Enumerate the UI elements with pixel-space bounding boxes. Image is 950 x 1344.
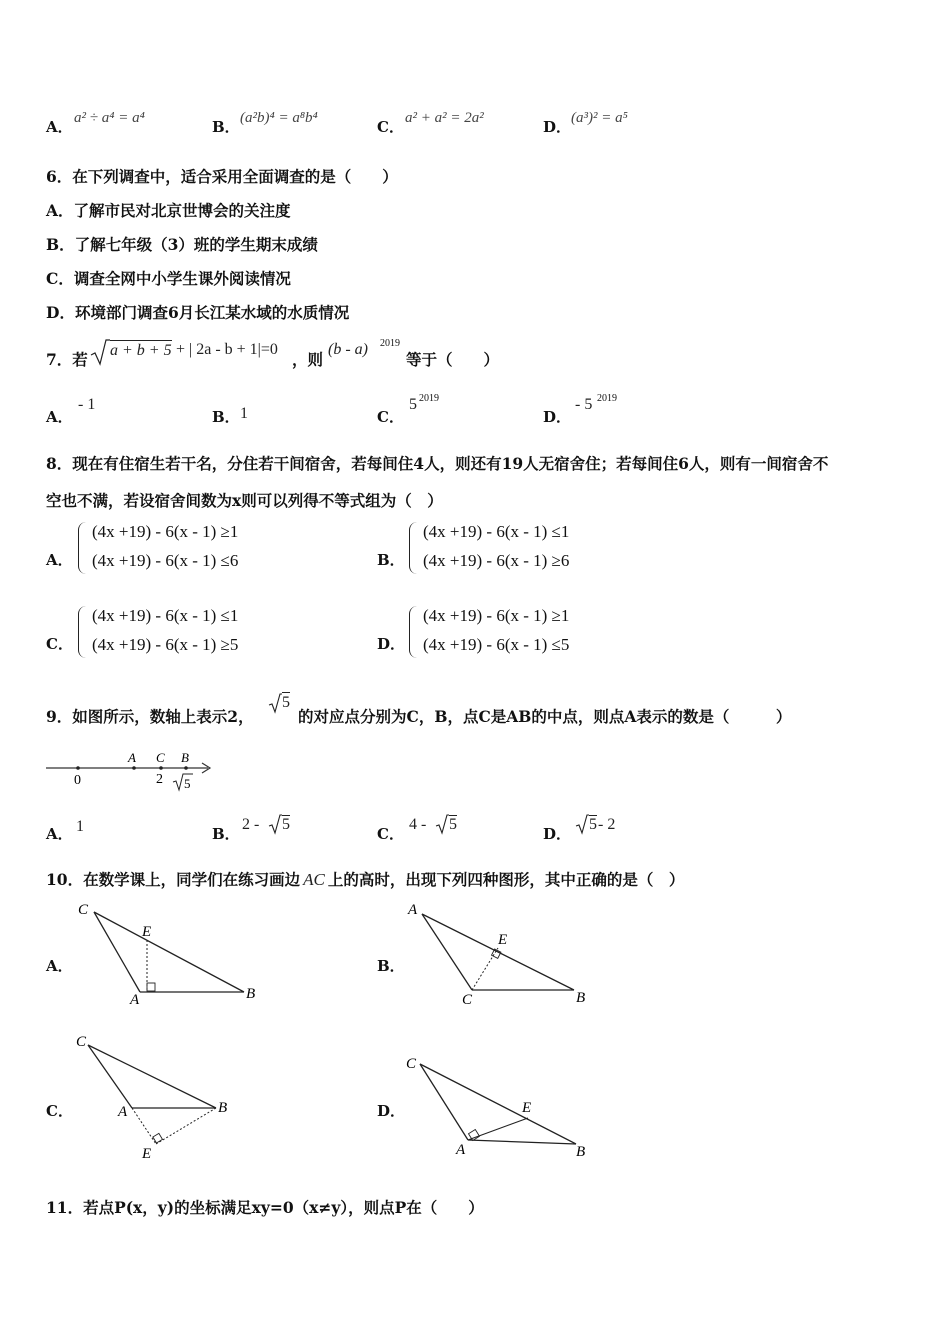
q9-option-c-rad: 5 (449, 816, 457, 833)
point-label: A (456, 1142, 466, 1158)
q9-option-c-label: C． (377, 825, 404, 843)
q5-option-c-label: C． (377, 118, 404, 136)
q7-option-b-expr: 1 (240, 405, 248, 422)
point-label: B (246, 986, 256, 1002)
q8-option-c-label: C． (46, 635, 73, 653)
q9-option-a-label: A． (46, 825, 73, 843)
q7-option-b-label: B． (212, 408, 240, 426)
radical-sign-icon (268, 692, 282, 714)
q8-option-d-label: D． (377, 635, 406, 653)
q8-stem-line2: 空也不满，若设宿舍间数为x则可以列得不等式组为（ ） (46, 491, 443, 510)
q5-option-b-expr: (a²b)⁴ = a⁸b⁴ (240, 110, 318, 126)
q9-option-b-rad: 5 (282, 816, 290, 833)
q9-option-d-post: - 2 (598, 816, 616, 833)
q6-option-c: C．调查全网中小学生课外阅读情况 (46, 269, 291, 288)
q5-option-b-label: B． (212, 118, 240, 136)
q7-option-c-label: C． (377, 408, 404, 426)
q10-stem-ac: AC (303, 870, 325, 889)
radical-sign-icon (435, 813, 449, 835)
point-label: E (142, 1146, 152, 1162)
q5-option-d-expr: (a³)² = a⁵ (571, 110, 628, 126)
radical-sign-icon (575, 813, 589, 835)
label-a: A (128, 750, 136, 765)
q7-option-d-exp: 2019 (597, 393, 617, 404)
q8-option-a-label: A． (46, 551, 73, 569)
point-label: C (462, 992, 473, 1008)
radical-sign-icon (268, 813, 282, 835)
point-label: C (406, 1056, 417, 1072)
q8-option-d-line2: (4x +19) - 6(x - 1) ≤5 (423, 635, 570, 654)
q7-option-a-expr: - 1 (78, 396, 96, 413)
q9-option-b-label: B． (212, 825, 240, 843)
point-label: B (218, 1100, 228, 1116)
point-label: E (498, 932, 508, 948)
q8-option-d-system (409, 606, 609, 662)
label-root5: 5 (184, 776, 191, 791)
label-zero: 0 (74, 773, 81, 788)
point-label: C (78, 902, 89, 918)
q9-option-d-label: D． (543, 825, 572, 843)
q10-option-b-figure (400, 898, 600, 1010)
q10-option-d-figure (400, 1048, 600, 1163)
q7-abs-part: + | 2a - b + 1|=0 (176, 341, 278, 358)
q8-option-a-system (78, 522, 278, 578)
q10-option-c-figure (70, 1030, 240, 1165)
q7-option-d-base: - 5 (575, 396, 593, 413)
number-line-figure (40, 748, 220, 794)
q5-option-a-label: A． (46, 118, 73, 136)
q10-stem-post: 上的高时，出现下列四种图形，其中正确的是（ ） (327, 870, 685, 889)
radical-sign-icon (90, 338, 110, 366)
point-label: E (142, 924, 152, 940)
q7-suffix: 等于（ ） (406, 350, 500, 369)
q7-power-exp: 2019 (380, 338, 400, 349)
q8-stem-line1: 8．现在有住宿生若干名，分住若干间宿舍，若每间住4人，则还有19人无宿舍住；若每间住6人，则有一间宿舍不 (46, 454, 829, 473)
q6-stem: 6．在下列调查中，适合采用全面调查的是（ ） (46, 167, 398, 186)
point-label: B (576, 1144, 586, 1160)
q10-option-a-label: A． (46, 957, 73, 975)
point-label: A (408, 902, 418, 918)
q10-stem-pre: 10．在数学课上，同学们在练习画边 (46, 870, 301, 889)
q6-option-d: D．环境部门调查6月长江某水域的水质情况 (46, 303, 350, 322)
point-a (132, 766, 136, 770)
q8-option-d-line1: (4x +19) - 6(x - 1) ≥1 (423, 606, 570, 625)
q8-option-c-system (78, 606, 278, 662)
point-c (159, 766, 163, 770)
brace-icon (409, 606, 418, 658)
q9-sqrt5: 5 (282, 694, 290, 711)
q7-option-c-base: 5 (409, 396, 417, 413)
q8-option-b-system (409, 522, 609, 578)
q8-option-a-line1: (4x +19) - 6(x - 1) ≥1 (92, 522, 239, 541)
q9-suffix: 的对应点分别为C，B，点C是AB的中点，则点A表示的数是（ ） (298, 707, 792, 726)
q10-option-b-label: B． (377, 957, 405, 975)
q7-mid: ，则 (292, 350, 324, 369)
point-label: C (76, 1034, 87, 1050)
q7-option-d-label: D． (543, 408, 572, 426)
q10-stem (46, 868, 684, 890)
brace-icon (78, 606, 87, 658)
q10-option-a-figure (70, 900, 270, 1010)
q9-stem (46, 692, 906, 726)
label-b: B (181, 750, 189, 765)
q7-option-a-label: A． (46, 408, 73, 426)
q6-option-a: A．了解市民对北京世博会的关注度 (46, 201, 291, 220)
label-c: C (156, 750, 165, 765)
q9-option-b-pre: 2 - (242, 816, 260, 833)
q9-option-a-expr: 1 (76, 818, 84, 835)
q6-option-b: B．了解七年级（3）班的学生期末成绩 (46, 235, 318, 254)
brace-icon (78, 522, 87, 574)
q8-option-b-line1: (4x +19) - 6(x - 1) ≤1 (423, 522, 570, 541)
q10-option-c-label: C． (46, 1102, 73, 1120)
q8-option-b-line2: (4x +19) - 6(x - 1) ≥6 (423, 551, 570, 570)
point-b (184, 766, 188, 770)
q8-option-c-line1: (4x +19) - 6(x - 1) ≤1 (92, 606, 239, 625)
point-label: A (118, 1104, 128, 1120)
point-zero (76, 766, 80, 770)
q8-option-a-line2: (4x +19) - 6(x - 1) ≤6 (92, 551, 239, 570)
q5-option-c-expr: a² + a² = 2a² (405, 110, 484, 126)
q9-prefix: 9．如图所示，数轴上表示2， (46, 707, 254, 726)
q7-prefix: 7．若 (46, 350, 88, 369)
q5-option-d-label: D． (543, 118, 572, 136)
q7-radicand: a + b + 5 (110, 342, 172, 359)
point-label: A (130, 992, 140, 1008)
q10-option-d-label: D． (377, 1102, 406, 1120)
q8-option-c-line2: (4x +19) - 6(x - 1) ≥5 (92, 635, 239, 654)
q11-stem: 11．若点P(x，y)的坐标满足xy=0（x≠y），则点P在（ ） (46, 1198, 484, 1217)
q7-option-c-exp: 2019 (419, 393, 439, 404)
point-label: E (522, 1100, 532, 1116)
q7-power-base: (b - a) (328, 341, 368, 358)
q5-option-a-expr: a² ÷ a⁴ = a⁴ (74, 110, 145, 126)
q9-option-d-rad: 5 (589, 816, 597, 833)
q8-option-b-label: B． (377, 551, 405, 569)
q9-option-c-pre: 4 - (409, 816, 427, 833)
brace-icon (409, 522, 418, 574)
label-two: 2 (156, 772, 163, 787)
point-label: B (576, 990, 586, 1006)
